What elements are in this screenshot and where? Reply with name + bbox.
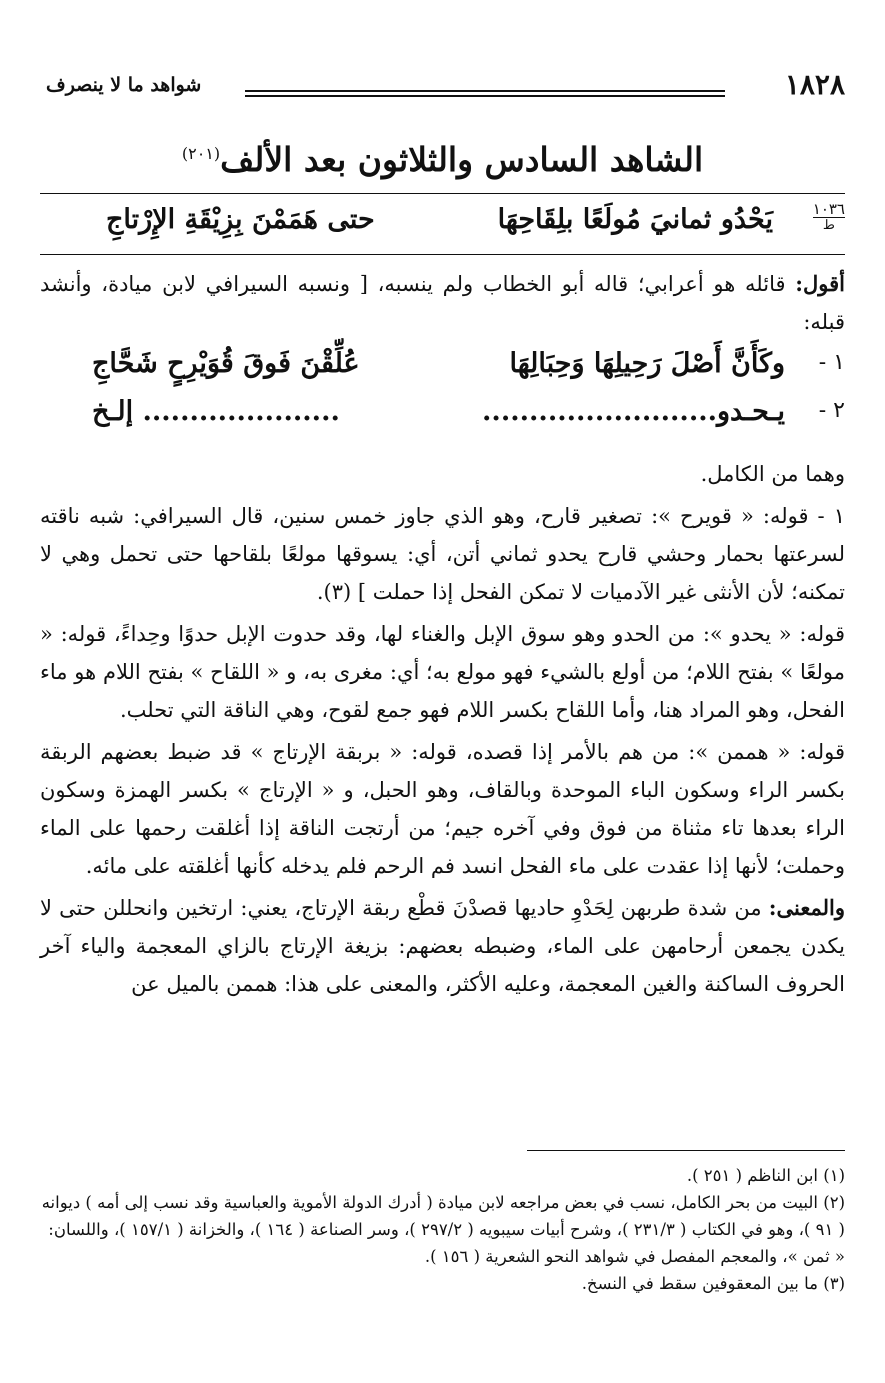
- intro-block: [40, 265, 845, 341]
- commentary-paragraph: قوله: « يحدو »: من الحدو وهو سوق الإبل والغناء لها، وقد حدوت الإبل حدوًا وحِداءً، قوله: « مولعًا » بفتح اللام؛ من أولع بالشيء فهو مولع به؛ أي: مغرى به، و « اللقاح » بفتح اللام هو ماء الفحل، وهو المراد هنا، وأما اللقاح بكسر اللام فهو جمع لقوح، وهي الناقة التي تحلب.: [40, 622, 845, 722]
- verse-row-number: ١ -: [818, 350, 845, 375]
- intro-paragraph: [40, 265, 845, 341]
- verse-row-first: يـحـدو.........................: [482, 396, 785, 427]
- verse-second-hemistich: حتى هَمَمْنَ بِزِيْقَةِ الإِرْتاجِ: [106, 204, 375, 235]
- verse-row-number: ٢ -: [818, 398, 845, 423]
- verse-row-first: وكَأَنَّ أَصْلَ رَحِيلِهَا وَحِبَالِهَا: [509, 348, 785, 379]
- page-number: ١٨٢٨: [784, 68, 845, 101]
- commentary: [40, 455, 845, 1003]
- chapter-footnote-ref: (٢٠١): [181, 144, 221, 163]
- footnote: (٣) ما بين المعقوفين سقط في النسخ.: [581, 1274, 845, 1293]
- verse-top-rule: [40, 193, 845, 194]
- intro-text: قائله هو أعرابي؛ قاله أبو الخطاب ولم ينسبه، [ ونسبه السيرافي لابن ميادة، وأنشد قبله:: [40, 272, 845, 334]
- main-verse: [40, 200, 845, 250]
- running-title: شواهد ما لا ينصرف: [46, 74, 202, 96]
- commentary-paragraph: ١ - قوله: « قويرح »: تصغير قارح، وهو الذي جاوز خمس سنين، قال السيرافي: شبه ناقته لسرعتها بحمار وحشي قارح يحدو ثماني أتن، أي: يسوقها مولعًا بلقاحها حتى تحمل وهي لا تمكنه؛ لأن الأنثى غير الآدميات لا تمكن الفحل إذا حملت ] (٣).: [40, 504, 845, 604]
- meter-note: وهما من الكامل.: [700, 462, 845, 486]
- chapter-title: [40, 140, 845, 179]
- verse-row: [40, 396, 845, 440]
- commentary-paragraph: والمعنى: من شدة طربهن لِحَدْوِ حاديها قصدْنَ قطْع ربقة الإرتاج، يعني: ارتخين وانحللن حتى لا يكدن يجمعن أرحامهن على الماء، وضبطه بعضهم: بزيغة الإرتاج بالزاي المعجمة والياء آخر الحروف الساكنة والغين المعجمة، وعليه الأكثر، والمعنى على هذا: هممن بالميل عن: [40, 895, 845, 996]
- footnote: (٢) البيت من بحر الكامل، نسب في بعض مراجعه لابن ميادة ( أدرك الدولة الأموية والعباسية وقد نسب إلى أمه ) ديوانه ( ٩١ )، وهو في الكتاب ( ٢٣١/٣ )، وشرح أبيات سيبويه ( ٢٩٧/٢ )، وسر الصناعة ( ١٦٤ )، والخزانة ( ١٥٧/١ )، واللسان: « ثمن »، والمعجم المفصل في شواهد النحو الشعرية ( ١٥٦ ).: [41, 1193, 845, 1266]
- footnotes: [40, 1162, 845, 1297]
- chapter-title-text: الشاهد السادس والثلاثون بعد الألف: [220, 140, 704, 179]
- verse-number: [813, 202, 845, 233]
- running-header: [40, 68, 845, 114]
- commentary-paragraph: قوله: « هممن »: من هم بالأمر إذا قصده، قوله: « بربقة الإرتاج » قد ضبط بعضهم الربقة بكسر الراء وسكون الباء الموحدة وبالقاف، وهو الحبل، و « الإرتاج » بكسر الهمزة وسكون الراء بعدها تاء مثناة من فوق وفي آخره جيم؛ من أرتجت الناقة إذا أغلقت رحمها على الماء وحملت؛ لأنها إذا عقدت على ماء الفحل انسد فم الرحم فلم يدخله كأنها أغلقته على مائه.: [40, 740, 845, 878]
- preceding-verses: [40, 348, 845, 438]
- verse-first-hemistich: يَحْدُو ثمانيَ مُولَعًا بلِقَاحِهَا: [497, 204, 773, 235]
- verse-sign: ط: [822, 218, 835, 233]
- verse-row-second: عُلِّقْنَ فَوقَ قُوَيْرِحٍ شَحَّاجِ: [92, 348, 360, 379]
- verse-row: [40, 348, 845, 392]
- footnote: (١) ابن الناظم ( ٢٥١ ).: [686, 1166, 845, 1185]
- header-double-rule: [245, 90, 725, 97]
- footnote-separator: [527, 1150, 845, 1151]
- verse-bottom-rule: [40, 254, 845, 255]
- verse-row-second: ..................... إلـخ: [92, 396, 340, 427]
- verse-number-value: ١٠٣٦: [812, 200, 845, 218]
- intro-label: أقول:: [795, 271, 845, 296]
